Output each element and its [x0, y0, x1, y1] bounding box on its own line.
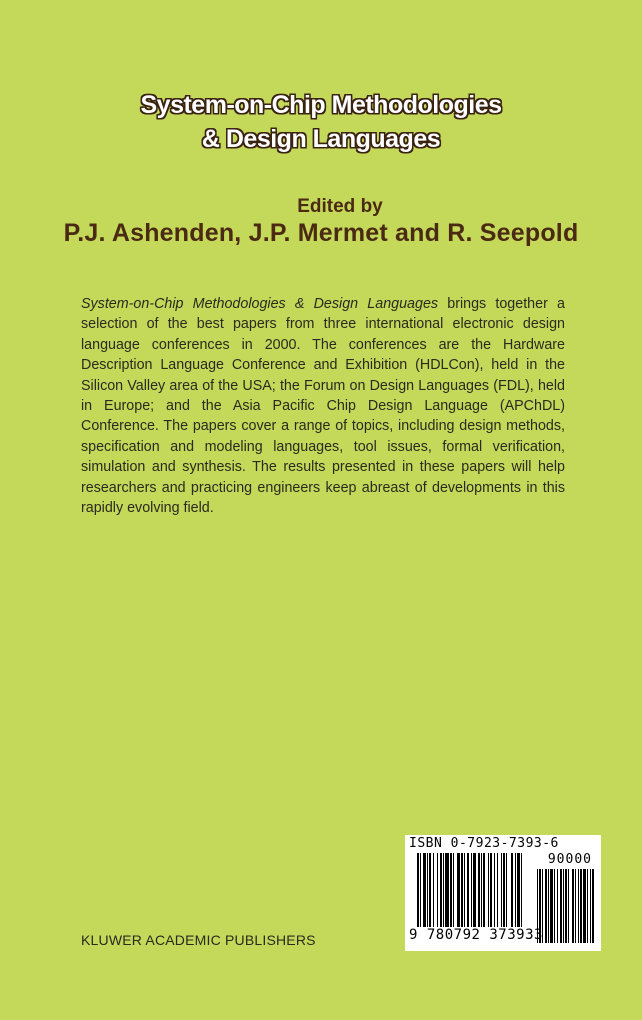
edited-by-label: Edited by — [297, 196, 383, 217]
barcode-bar — [437, 853, 438, 927]
barcode-bar — [515, 853, 516, 927]
barcode-bar — [473, 853, 476, 927]
barcode-bar — [481, 853, 482, 927]
barcode-bar — [490, 853, 492, 927]
addon-bar — [554, 869, 555, 943]
barcode-bar — [443, 853, 444, 927]
addon-bar — [580, 869, 582, 943]
barcode-bar — [501, 853, 502, 927]
ean-digits: 9 780792 373933 — [409, 927, 543, 943]
addon-bar — [550, 869, 553, 943]
description-book-title: System-on-Chip Methodologies & Design Languages — [81, 296, 439, 312]
barcode-bar — [440, 853, 442, 927]
addon-bar — [592, 869, 594, 943]
publisher-name: KLUWER ACADEMIC PUBLISHERS — [81, 932, 316, 948]
barcode-bar — [483, 853, 485, 927]
book-title-line-1: System-on-Chip Methodologies — [140, 91, 502, 119]
barcode-bar — [517, 853, 520, 927]
book-title-line-2: & Design Languages — [201, 125, 441, 153]
barcode-bar — [429, 853, 431, 927]
addon-bar — [568, 869, 569, 943]
addon-bar — [557, 869, 558, 943]
barcode-bar — [497, 853, 498, 927]
barcode-bar — [445, 853, 449, 927]
barcode-bar — [427, 853, 428, 927]
barcode-bar — [471, 853, 472, 927]
addon-bar — [575, 869, 576, 943]
barcode-bar — [453, 853, 454, 927]
addon-bar — [565, 869, 567, 943]
addon-bar — [578, 869, 579, 943]
addon-bar — [548, 869, 549, 943]
barcode-bar — [420, 853, 421, 927]
book-title — [0, 88, 642, 156]
addon-bar — [545, 869, 547, 943]
barcode-bar — [503, 853, 505, 927]
barcode-bar — [521, 853, 522, 927]
addon-bar — [572, 869, 574, 943]
description-body: brings together a selection of the best papers from three international electronic design language conferences in 2000. The conferences are the Hardware Description Language Conference and Exhibition (HDLCon), held in the Silicon Valley area of the USA; the Forum on Design Languages (FDL), held in Europe; and the Asia Pacific Chip Design Language (APChDL) Conference. The papers cover a range of topics, including design methods, specification and modeling languages, tool issues, formal verification, simulation and synthesis. The results presented in these papers will help researchers and practicing engineers keep abreast of developments in this rapidly evolving field. — [81, 296, 565, 517]
addon-bar — [583, 869, 586, 943]
editors-names: P.J. Ashenden, J.P. Mermet and R. Seepold — [63, 219, 579, 247]
barcode-bar — [433, 853, 434, 927]
barcode-bar — [506, 853, 507, 927]
isbn-number: ISBN 0-7923-7393-6 — [409, 836, 559, 851]
barcode-bar — [457, 853, 460, 927]
isbn-barcode — [405, 835, 601, 951]
addon-bar — [590, 869, 591, 943]
barcode-bar — [464, 853, 465, 927]
barcode-bar — [467, 853, 469, 927]
barcode-bar — [494, 853, 495, 927]
barcode-bar — [478, 853, 480, 927]
barcode-bar — [511, 853, 513, 927]
addon-bar — [587, 869, 588, 943]
barcode-bar — [417, 853, 419, 927]
book-description — [81, 294, 565, 518]
addon-bar — [563, 869, 564, 943]
barcode-bar — [461, 853, 463, 927]
price-addon-number: 90000 — [547, 852, 592, 867]
barcode-bar — [423, 853, 426, 927]
barcode-bar — [450, 853, 452, 927]
barcode-bar — [488, 853, 489, 927]
addon-bar — [560, 869, 562, 943]
